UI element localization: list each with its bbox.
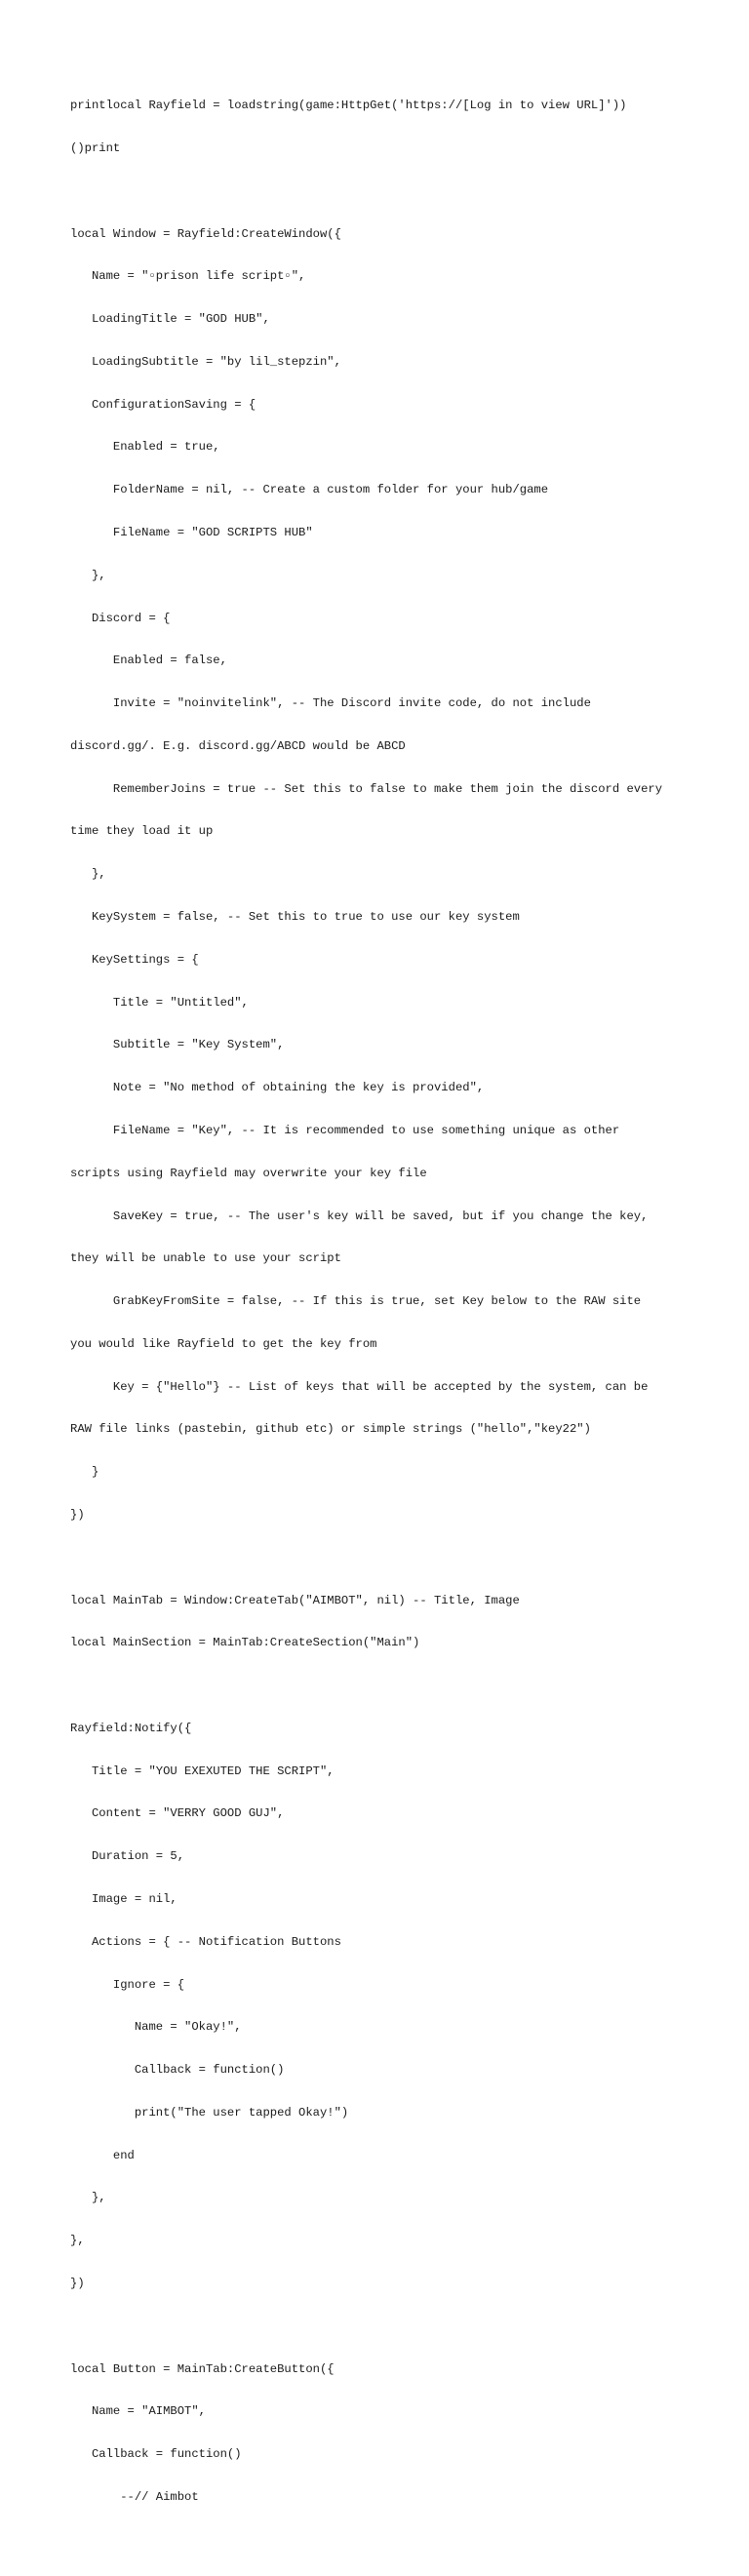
code-line bbox=[70, 184, 687, 199]
code-line bbox=[70, 2533, 687, 2548]
code-line: Name = "AIMBOT", bbox=[70, 2404, 206, 2419]
code-line: time they load it up bbox=[70, 824, 214, 839]
code-line: --// Aimbot bbox=[70, 2489, 199, 2504]
code-line: they will be unable to use your script bbox=[70, 1251, 341, 1266]
code-line: }, bbox=[70, 2191, 106, 2205]
code-line: scripts using Rayfield may overwrite your key file bbox=[70, 1166, 427, 1180]
code-line: }, bbox=[70, 2234, 85, 2248]
code-line: FileName = "Key", -- It is recommended to use something unique as other bbox=[70, 1123, 620, 1137]
code-line: FolderName = nil, -- Create a custom folder for your hub/game bbox=[70, 483, 549, 497]
code-line: KeySettings = { bbox=[70, 952, 199, 967]
code-line: KeySystem = false, -- Set this to true to use our key system bbox=[70, 910, 520, 925]
code-line: Enabled = false, bbox=[70, 654, 227, 668]
code-line: }) bbox=[70, 1507, 85, 1522]
code-line: Image = nil, bbox=[70, 1892, 177, 1906]
code-line: local Window = Rayfield:CreateWindow({ bbox=[70, 226, 341, 241]
code-line: RAW file links (pastebin, github etc) or simple strings ("hello","key22") bbox=[70, 1422, 591, 1437]
code-line: local MainTab = Window:CreateTab("AIMBOT", nil) -- Title, Image bbox=[70, 1593, 520, 1607]
code-line: you would like Rayfield to get the key from bbox=[70, 1336, 377, 1351]
code-line: Actions = { -- Notification Buttons bbox=[70, 1934, 341, 1949]
code-line: Subtitle = "Key System", bbox=[70, 1038, 285, 1052]
code-line bbox=[70, 1551, 687, 1565]
code-line: Callback = function() bbox=[70, 2447, 242, 2462]
code-line: LoadingTitle = "GOD HUB", bbox=[70, 312, 270, 327]
code-line: Name = "▫prison life script▫", bbox=[70, 269, 306, 284]
code-line: local Button = MainTab:CreateButton({ bbox=[70, 2361, 335, 2376]
code-line: discord.gg/. E.g. discord.gg/ABCD would be ABCD bbox=[70, 738, 406, 753]
code-line: ConfigurationSaving = { bbox=[70, 397, 256, 412]
code-line bbox=[70, 1679, 687, 1693]
code-line: local MainSection = MainTab:CreateSection("Main") bbox=[70, 1636, 420, 1650]
code-line: SaveKey = true, -- The user's key will be saved, but if you change the key, bbox=[70, 1209, 649, 1223]
code-line: ()print bbox=[70, 140, 121, 155]
code-line: RememberJoins = true -- Set this to false to make them join the discord every bbox=[70, 781, 663, 796]
code-line: FileName = "GOD SCRIPTS HUB" bbox=[70, 526, 313, 539]
code-line: Key = {"Hello"} -- List of keys that will be accepted by the system, can be bbox=[70, 1379, 649, 1394]
code-line: Content = "VERRY GOOD GUJ", bbox=[70, 1806, 285, 1821]
code-line: Duration = 5, bbox=[70, 1849, 185, 1864]
code-line: Callback = function() bbox=[70, 2063, 285, 2078]
code-line: }, bbox=[70, 568, 106, 582]
code-line: Title = "Untitled", bbox=[70, 995, 249, 1010]
code-line: Ignore = { bbox=[70, 1977, 185, 1992]
code-line: print("The user tapped Okay!") bbox=[70, 2105, 349, 2120]
code-line: }, bbox=[70, 867, 106, 882]
code-line: Note = "No method of obtaining the key is provided", bbox=[70, 1081, 485, 1095]
code-line: GrabKeyFromSite = false, -- If this is true, set Key below to the RAW site bbox=[70, 1294, 642, 1309]
code-line: Name = "Okay!", bbox=[70, 2020, 242, 2035]
code-line: LoadingSubtitle = "by lil_stepzin", bbox=[70, 354, 341, 369]
code-line: end bbox=[70, 2148, 135, 2162]
code-line: Title = "YOU EXEXUTED THE SCRIPT", bbox=[70, 1764, 335, 1778]
code-line: printlocal Rayfield = loadstring(game:HttpGet('https://[Log in to view URL]')) bbox=[70, 99, 627, 113]
code-line: Rayfield:Notify({ bbox=[70, 1721, 192, 1735]
code-line bbox=[70, 2319, 687, 2334]
code-line: } bbox=[70, 1465, 99, 1480]
code-line: Enabled = true, bbox=[70, 440, 220, 455]
code-listing bbox=[70, 70, 687, 2576]
code-line: Invite = "noinvitelink", -- The Discord invite code, do not include bbox=[70, 696, 591, 711]
code-line: }) bbox=[70, 2277, 85, 2291]
code-line: Discord = { bbox=[70, 611, 171, 625]
